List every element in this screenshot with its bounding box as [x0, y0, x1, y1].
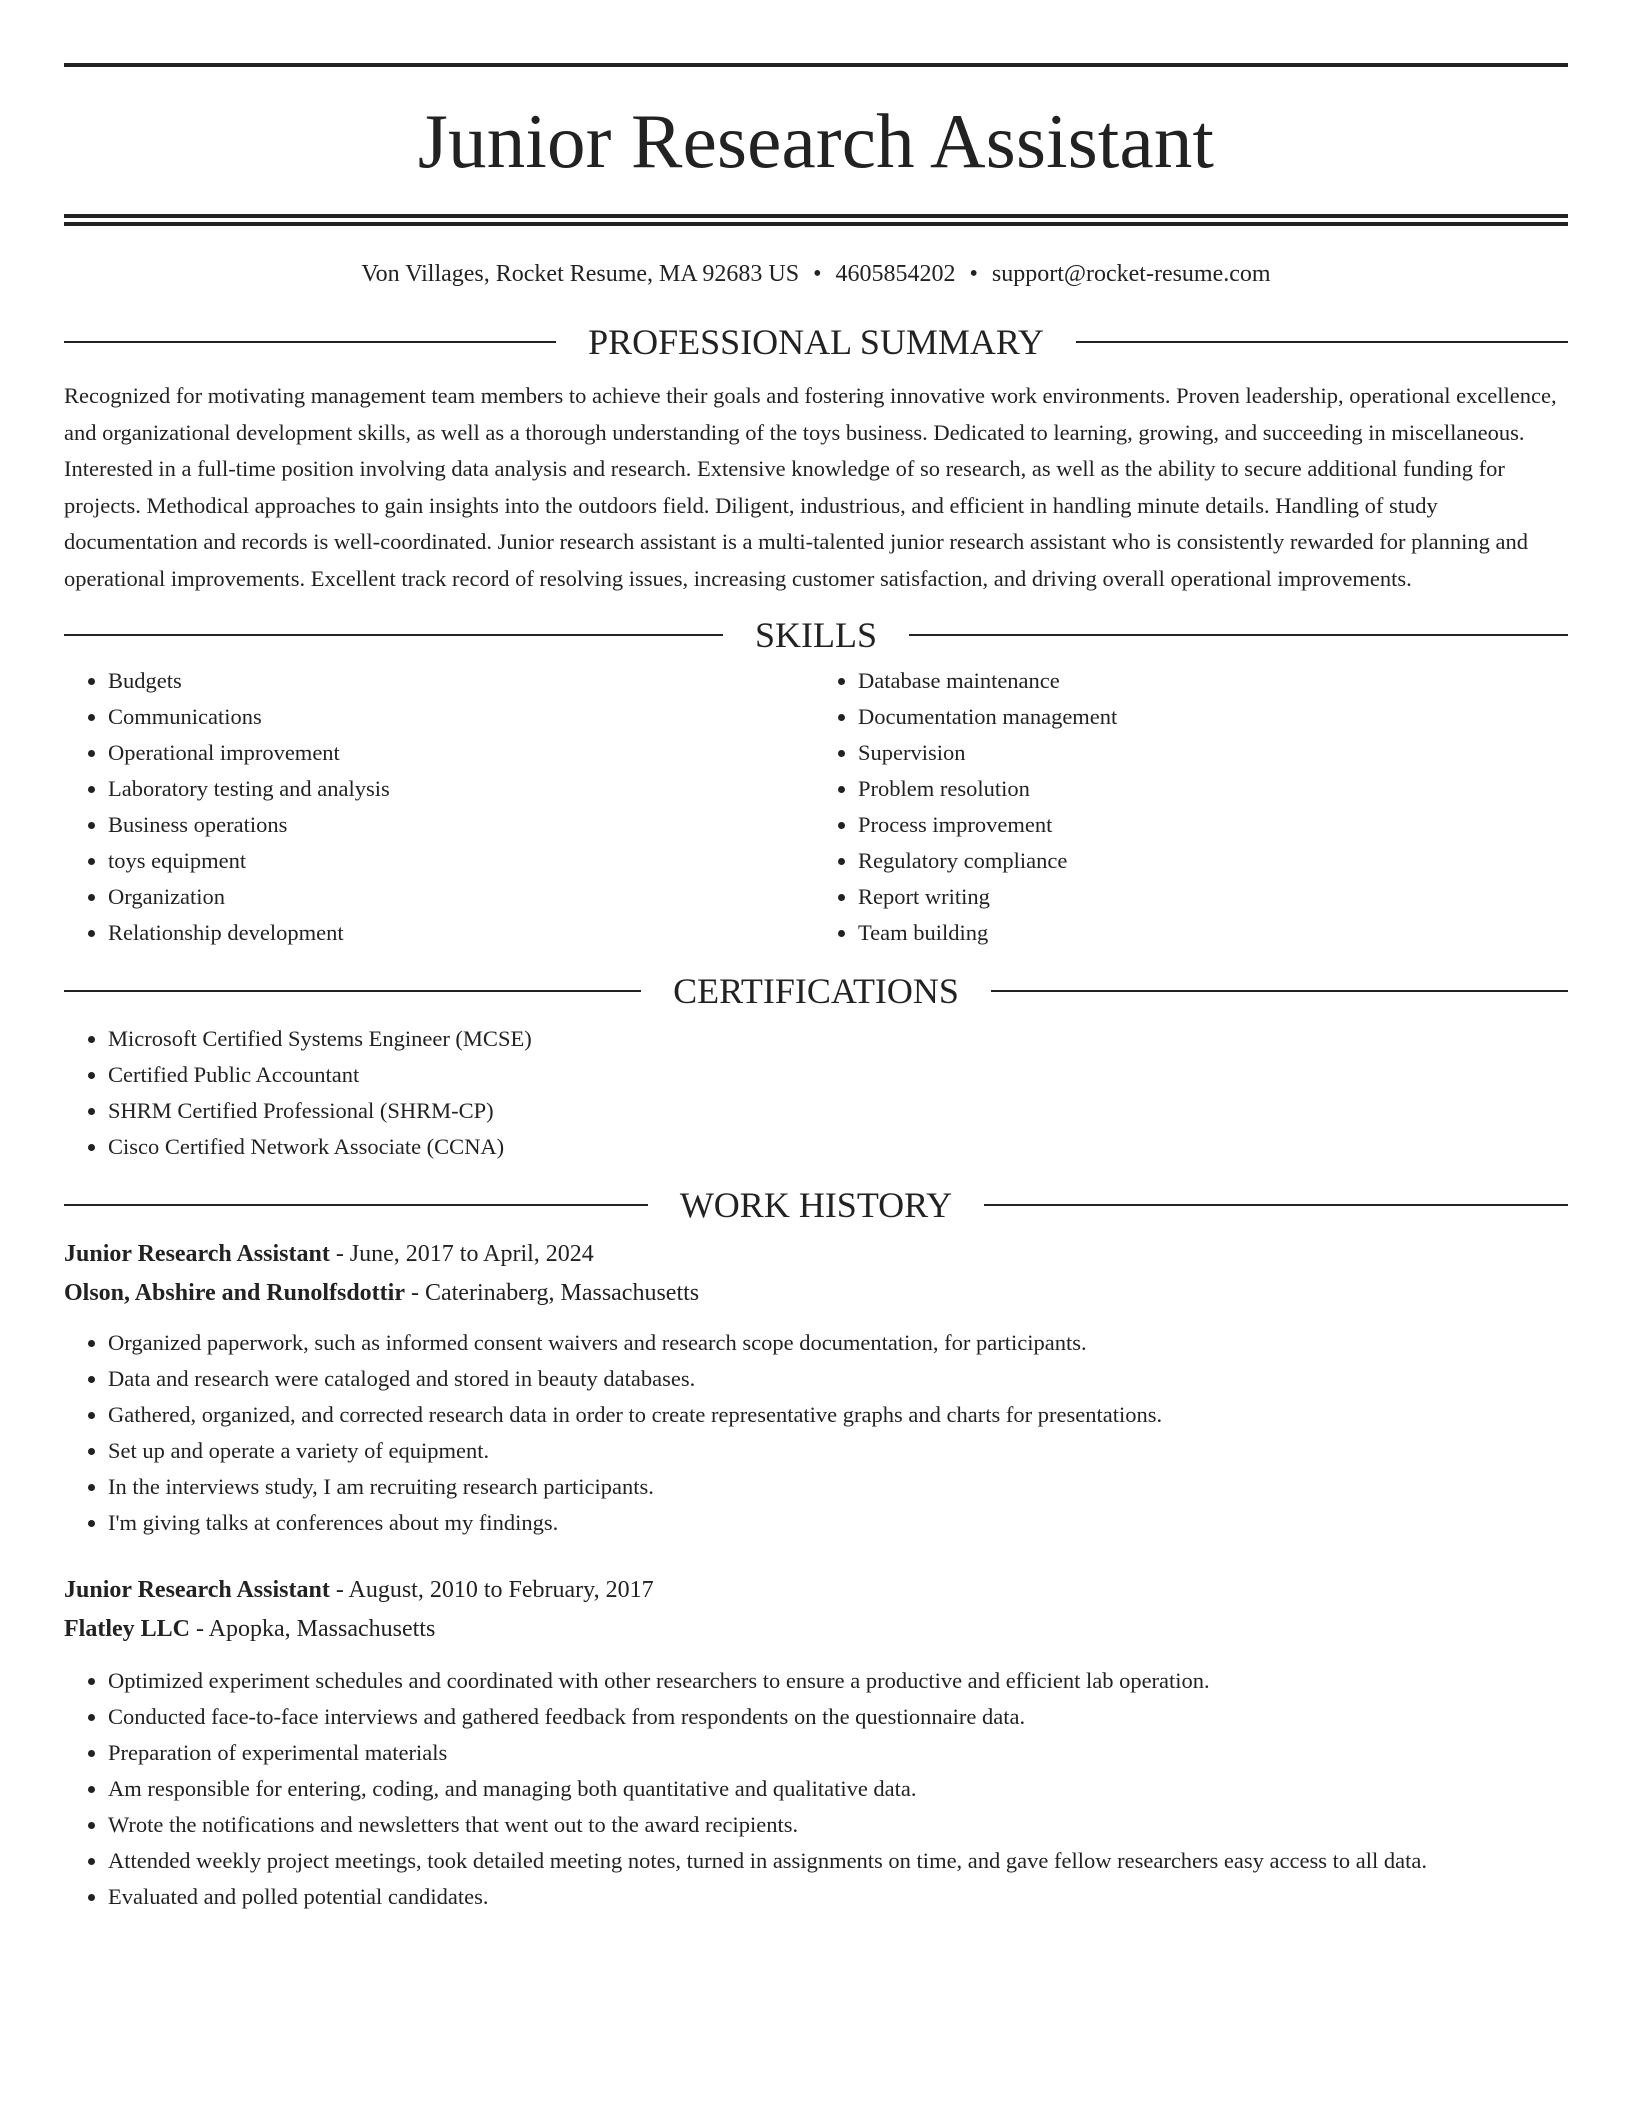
- resume-title: Junior Research Assistant: [417, 98, 1215, 184]
- job-duty-item: • Data and research were cataloged and stored in beauty databases.: [108, 1361, 1568, 1397]
- heading-rule-right: [984, 1204, 1568, 1206]
- skill-item: • Documentation management: [858, 699, 1568, 735]
- summary-text: Recognized for motivating management team members to achieve their goals and fostering innovative work environments. Proven leadership, operational excellence, and organizational development skills, as well as a thorough understanding of the toys business. Dedicated to learning, growing, and succeeding in miscellaneous. Interested in a full-time position involving data analysis and research. Extensive knowledge of so research, as well as the ability to secure additional funding for projects. Methodical approaches to gain insights into the outdoors field. Diligent, industrious, and efficient in handling minute details. Handling of study documentation and records is well-coordinated. Junior research assistant is a multi-talented junior research assistant who is consistently rewarded for planning and operational improvements. Excellent track record of resolving issues, increasing customer satisfaction, and driving overall operational improvements.: [64, 383, 1557, 591]
- job-duty-item: • Wrote the notifications and newsletters that went out to the award recipients.: [108, 1807, 1568, 1843]
- skill-item: • Communications: [108, 699, 816, 735]
- job-duty-item: • I'm giving talks at conferences about my findings.: [108, 1505, 1568, 1541]
- skill-item: • Report writing: [858, 879, 1568, 915]
- job-duty-item: • Conducted face-to-face interviews and gathered feedback from respondents on the questionnaire data.: [108, 1699, 1568, 1735]
- skill-item: • Team building: [858, 915, 1568, 951]
- job-duty-item: • Gathered, organized, and corrected research data in order to create representative graphs and charts for presentations.: [108, 1397, 1568, 1433]
- work-history-heading: [64, 1187, 1568, 1223]
- job-entry: [64, 1571, 1568, 1915]
- skill-item: • Supervision: [858, 735, 1568, 771]
- job-duty-item: • Preparation of experimental materials: [108, 1735, 1568, 1771]
- job-dates: - August, 2010 to February, 2017: [329, 1577, 654, 1603]
- summary-heading: [64, 324, 1568, 360]
- job-company-line: [64, 1274, 1568, 1313]
- job-company: Flatley LLC: [64, 1616, 190, 1642]
- job-duties-list: [64, 1325, 1568, 1541]
- heading-rule-right: [991, 990, 1568, 992]
- job-duty-item: • Organized paperwork, such as informed consent waivers and research scope documentation, for participants.: [108, 1325, 1568, 1361]
- job-company-line: [64, 1610, 1568, 1649]
- heading-rule-left: [64, 634, 723, 636]
- contact-email: support@rocket-resume.com: [991, 261, 1271, 287]
- work-history-heading-label: WORK HISTORY: [679, 1185, 953, 1225]
- skill-item: • Database maintenance: [858, 663, 1568, 699]
- certification-item: • Microsoft Certified Systems Engineer (MCSE): [108, 1021, 1568, 1057]
- certification-item: • Certified Public Accountant: [108, 1057, 1568, 1093]
- job-role-line: [64, 1235, 1568, 1274]
- skill-item: • Organization: [108, 879, 816, 915]
- skills-column-left: [64, 663, 816, 951]
- skills-column-right: [816, 663, 1568, 951]
- job-location: - Caterinaberg, Massachusetts: [404, 1280, 700, 1306]
- skill-item: • Budgets: [108, 663, 816, 699]
- contact-address: Von Villages, Rocket Resume, MA 92683 US: [361, 261, 800, 287]
- skill-item: • toys equipment: [108, 843, 816, 879]
- skills-list-right: [816, 663, 1568, 951]
- top-rule: [64, 63, 1568, 67]
- heading-rule-left: [64, 341, 556, 343]
- certifications-heading-label: CERTIFICATIONS: [673, 971, 959, 1011]
- job-duty-item: • Evaluated and polled potential candidates.: [108, 1879, 1568, 1915]
- job-role: Junior Research Assistant: [64, 1577, 330, 1603]
- skill-item: • Operational improvement: [108, 735, 816, 771]
- job-duty-item: • Attended weekly project meetings, took detailed meeting notes, turned in assignments on time, and gave fellow researchers easy access to all data.: [108, 1843, 1568, 1879]
- contact-line: [64, 262, 1568, 286]
- certifications-list: [64, 1021, 1568, 1165]
- skills-heading: [64, 617, 1568, 653]
- skill-item: • Laboratory testing and analysis: [108, 771, 816, 807]
- job-duty-item: • In the interviews study, I am recruiting research participants.: [108, 1469, 1568, 1505]
- job-duty-item: • Am responsible for entering, coding, and managing both quantitative and qualitative data.: [108, 1771, 1568, 1807]
- certification-item: • Cisco Certified Network Associate (CCNA): [108, 1129, 1568, 1165]
- heading-rule-left: [64, 990, 641, 992]
- job-dates: - June, 2017 to April, 2024: [329, 1241, 594, 1267]
- skills-list-left: [64, 663, 816, 951]
- heading-rule-right: [909, 634, 1568, 636]
- skills-grid: [64, 663, 1568, 951]
- skill-item: • Business operations: [108, 807, 816, 843]
- job-duty-item: • Set up and operate a variety of equipment.: [108, 1433, 1568, 1469]
- certification-item: • SHRM Certified Professional (SHRM-CP): [108, 1093, 1568, 1129]
- contact-phone: 4605854202: [835, 261, 956, 287]
- job-duties-list: [64, 1663, 1568, 1915]
- skill-item: • Process improvement: [858, 807, 1568, 843]
- skill-item: • Relationship development: [108, 915, 816, 951]
- skill-item: • Problem resolution: [858, 771, 1568, 807]
- skills-heading-label: SKILLS: [755, 615, 878, 655]
- summary-heading-label: PROFESSIONAL SUMMARY: [588, 322, 1044, 362]
- heading-rule-left: [64, 1204, 648, 1206]
- job-location: - Apopka, Massachusetts: [190, 1616, 436, 1642]
- title-double-rule: [64, 214, 1568, 226]
- skill-item: • Regulatory compliance: [858, 843, 1568, 879]
- contact-separator: •: [813, 261, 822, 287]
- certifications-heading: [64, 973, 1568, 1009]
- job-role: Junior Research Assistant: [64, 1241, 330, 1267]
- heading-rule-right: [1076, 341, 1568, 343]
- job-duty-item: • Optimized experiment schedules and coordinated with other researchers to ensure a productive and efficient lab operation.: [108, 1663, 1568, 1699]
- job-entry: [64, 1235, 1568, 1541]
- contact-separator: •: [969, 261, 978, 287]
- job-company: Olson, Abshire and Runolfsdottir: [64, 1280, 405, 1306]
- job-role-line: [64, 1571, 1568, 1610]
